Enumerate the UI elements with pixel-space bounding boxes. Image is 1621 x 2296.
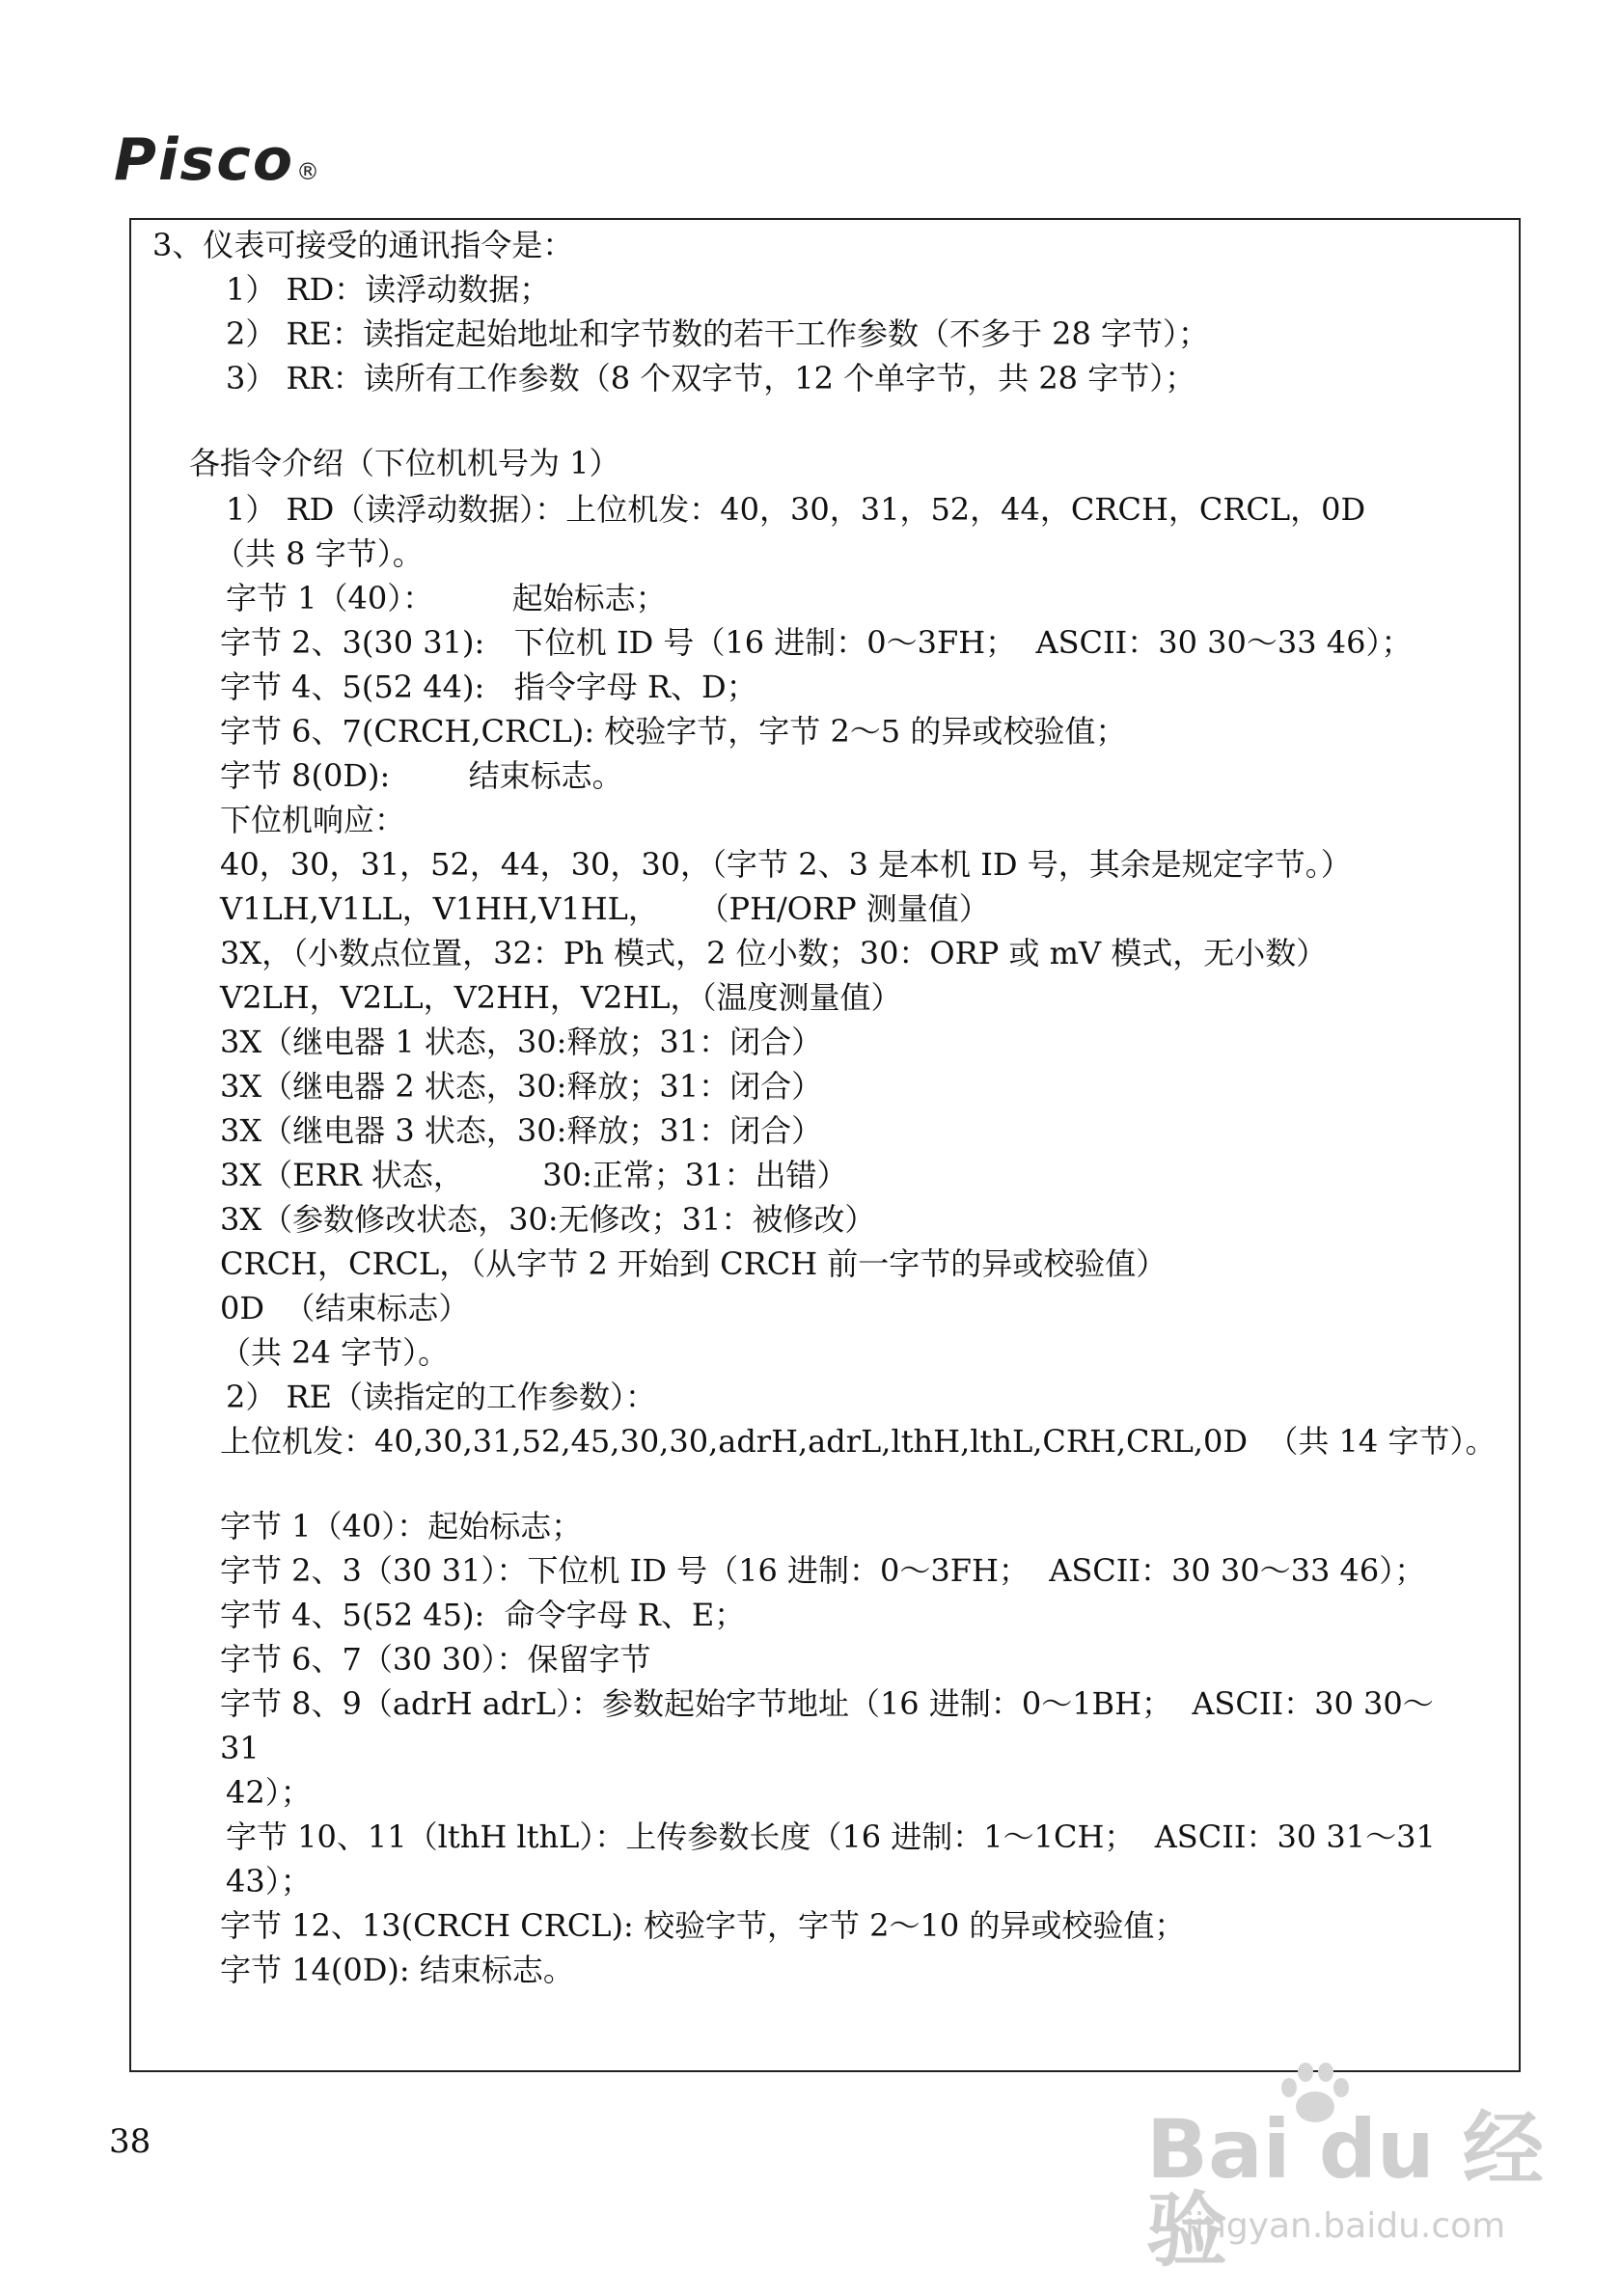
logo-text: Pisco (114, 126, 295, 194)
command-list-item: 3） RR：读所有工作参数（8 个双字节，12 个单字节，共 28 字节）； (226, 360, 1196, 396)
text-line: 字节 6、7(CRCH,CRCL): 校验字节，字节 2～5 的异或校验值； (220, 713, 1127, 750)
baidu-watermark (1146, 2055, 1552, 2278)
text-line: 3X（继电器 2 状态，30:释放；31：闭合） (220, 1068, 823, 1105)
text-line: 字节 4、5(52 45): 命令字母 R、E； (220, 1597, 746, 1633)
text-line: 1） RD（读浮动数据）：上位机发：40，30，31，52，44，CRCH，CRCL，0D (226, 491, 1366, 528)
text-line: 2） RE（读指定的工作参数）： (226, 1379, 656, 1415)
text-line: 字节 8(0D): 结束标志。 (220, 757, 623, 794)
text-line: 42）； (226, 1774, 312, 1811)
watermark-main: Bai du 经验 (1146, 2102, 1544, 2278)
text-line: CRCH，CRCL，（从字节 2 开始到 CRCH 前一字节的异或校验值） (220, 1245, 1168, 1282)
text-line: （共 8 字节）。 (214, 535, 424, 572)
text-line: 上位机发：40,30,31,52,45,30,30,adrH,adrL,lthH,lthL,CRH,CRL,0D （共 14 字节）。 (220, 1423, 1497, 1460)
text-line: 43）； (226, 1863, 312, 1900)
text-line: 3X（ERR 状态， 30:正常；31：出错） (220, 1157, 848, 1193)
text-line: V1LH,V1LL，V1HH,V1HL， （PH/ORP 测量值） (220, 890, 990, 927)
text-line: 字节 8、9（adrH adrL）：参数起始字节地址（16 进制：0～1BH； ASCII：30 30～ (220, 1685, 1434, 1722)
text-line: 31 (220, 1730, 260, 1766)
page-number: 38 (109, 2122, 151, 2161)
text-line: 0D （结束标志） (220, 1290, 470, 1326)
text-line: （共 24 字节）。 (220, 1334, 450, 1371)
text-line: 字节 14(0D): 结束标志。 (220, 1952, 574, 1988)
text-line: 字节 12、13(CRCH CRCL): 校验字节，字节 2～10 的异或校验值； (220, 1907, 1186, 1944)
text-line: 3X（参数修改状态，30:无修改；31：被修改） (220, 1201, 876, 1238)
text-line: 字节 2、3（30 31）：下位机 ID 号（16 进制：0～3FH； ASCII：30 30～33 46）； (220, 1552, 1426, 1589)
text-line: 下位机响应： (220, 802, 406, 838)
text-line: 字节 1（40）：起始标志； (220, 1508, 583, 1544)
registered-mark: ® (296, 158, 322, 185)
text-line: 3X（继电器 3 状态，30:释放；31：闭合） (220, 1112, 823, 1149)
text-line: 字节 2、3(30 31): 下位机 ID 号（16 进制：0～3FH； ASCII：30 30～33 46）； (220, 624, 1413, 661)
text-line: 字节 6、7（30 30）：保留字节 (220, 1641, 651, 1678)
watermark-sub: jingyan.baidu.com (1185, 2206, 1506, 2246)
command-list-item: 2） RE：读指定起始地址和字节数的若干工作参数（不多于 28 字节）； (226, 315, 1210, 352)
section-title: 3、仪表可接受的通讯指令是： (152, 227, 574, 263)
text-line: 40，30，31，52，44，30，30，（字节 2、3 是本机 ID 号，其余是规定字节。） (220, 846, 1352, 883)
text-line: V2LH，V2LL，V2HH，V2HL，（温度测量值） (220, 979, 902, 1016)
text-line: 3X，（小数点位置，32：Ph 模式，2 位小数；30：ORP 或 mV 模式，无小数） (220, 935, 1328, 971)
text-line: 字节 4、5(52 44): 指令字母 R、D； (220, 669, 757, 705)
command-list-item: 1） RD：读浮动数据； (226, 271, 551, 308)
pisco-logo (114, 126, 322, 194)
subsection-title: 各指令介绍（下位机机号为 1） (189, 445, 620, 481)
text-line: 字节 1（40）： 起始标志； (226, 580, 667, 616)
text-line: 3X（继电器 1 状态，30:释放；31：闭合） (220, 1024, 823, 1060)
text-line: 字节 10、11（lthH lthL）：上传参数长度（16 进制：1～1CH； ASCII：30 31～31 (226, 1818, 1436, 1855)
